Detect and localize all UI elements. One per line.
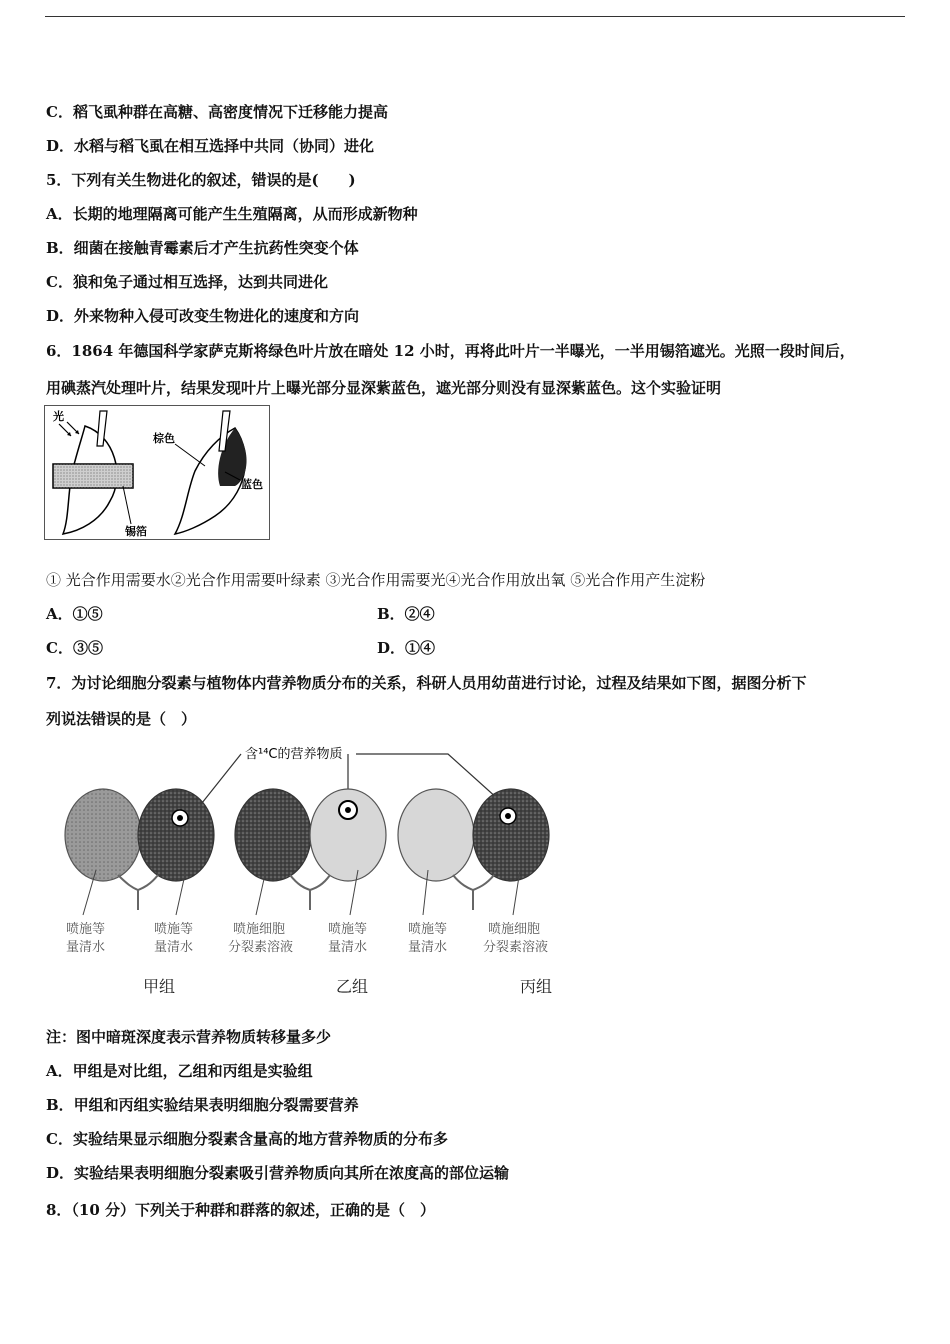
question-6-statements: ① 光合作用需要水②光合作用需要叶绿素 ③光合作用需要光④光合作用放出氧 ⑤光合作用产生淀粉: [46, 571, 706, 589]
q5-option-d: D．外来物种入侵可改变生物进化的速度和方向: [46, 307, 360, 325]
brown-label: 棕色: [153, 432, 175, 445]
figure-note: 注：图中暗斑深度表示营养物质转移量多少: [46, 1028, 332, 1046]
question-8: 8．（10 分）下列关于种群和群落的叙述，正确的是（ ）: [46, 1201, 436, 1219]
q7-option-b: B．甲组和丙组实验结果表明细胞分裂需要营养: [46, 1096, 359, 1114]
q6-option-a: A．①⑤: [46, 605, 103, 623]
q5-option-c: C．狼和兔子通过相互选择，达到共同进化: [46, 273, 328, 291]
c-left-label-1: 喷施等: [408, 922, 448, 937]
question-7-line1: 7．为讨论细胞分裂素与植物体内营养物质分布的关系，科研人员用幼苗进行讨论，过程及结果如下图，据图分析下: [46, 674, 807, 692]
question-6-line1: 6．1864 年德国科学家萨克斯将绿色叶片放在暗处 12 小时，再将此叶片一半曝光，一半用锡箔遮光。光照一段时间后，: [46, 342, 855, 360]
b-right-label-2: 量清水: [328, 940, 368, 955]
b-right-label-1: 喷施等: [328, 922, 368, 937]
group-c-label: 丙组: [520, 977, 553, 996]
question-5: 5．下列有关生物进化的叙述，错误的是( ): [46, 171, 356, 189]
light-label: 光: [53, 410, 64, 423]
a-right-label-2: 量清水: [154, 940, 194, 955]
c-left-label-2: 量清水: [408, 940, 448, 955]
header-rule: [45, 16, 905, 17]
a-left-label-1: 喷施等: [66, 922, 106, 937]
question-6-line2: 用碘蒸汽处理叶片，结果发现叶片上曝光部分显深紫蓝色，遮光部分则没有显深紫蓝色。这个实验证明: [46, 379, 722, 397]
q7-option-c: C．实验结果显示细胞分裂素含量高的地方营养物质的分布多: [46, 1130, 448, 1148]
option-d-prev: D．水稻与稻飞虱在相互选择中共同（协同）进化: [46, 137, 375, 155]
blue-label: 蓝色: [241, 478, 263, 491]
foil-label: 锡箔: [125, 525, 147, 538]
q6-option-c: C．③⑤: [46, 639, 103, 657]
group-a-label: 甲组: [143, 977, 176, 996]
b-left-label-1: 喷施细胞: [233, 922, 286, 937]
group-b-label: 乙组: [336, 977, 369, 996]
option-c-prev: C．稻飞虱种群在高糖、高密度情况下迁移能力提高: [46, 103, 388, 121]
nutrient-label: 含¹⁴C的营养物质: [245, 747, 343, 762]
q6-option-d: D．①④: [377, 639, 436, 657]
c-right-label-2: 分裂素溶液: [483, 940, 549, 955]
seedling-experiment-figure: [58, 740, 568, 1002]
a-left-label-2: 量清水: [66, 940, 106, 955]
q5-option-b: B．细菌在接触青霉素后才产生抗药性突变个体: [46, 239, 359, 257]
q7-option-d: D．实验结果表明细胞分裂素吸引营养物质向其所在浓度高的部位运输: [46, 1164, 510, 1182]
b-left-label-2: 分裂素溶液: [228, 940, 294, 955]
c-right-label-1: 喷施细胞: [488, 922, 541, 937]
question-7-line2: 列说法错误的是（ ）: [46, 710, 197, 728]
q5-option-a: A．长期的地理隔离可能产生生殖隔离，从而形成新物种: [46, 205, 418, 223]
a-right-label-1: 喷施等: [154, 922, 194, 937]
leaf-foil-figure: [44, 405, 270, 540]
q7-option-a: A．甲组是对比组，乙组和丙组是实验组: [46, 1062, 313, 1080]
q6-option-b: B．②④: [377, 605, 435, 623]
